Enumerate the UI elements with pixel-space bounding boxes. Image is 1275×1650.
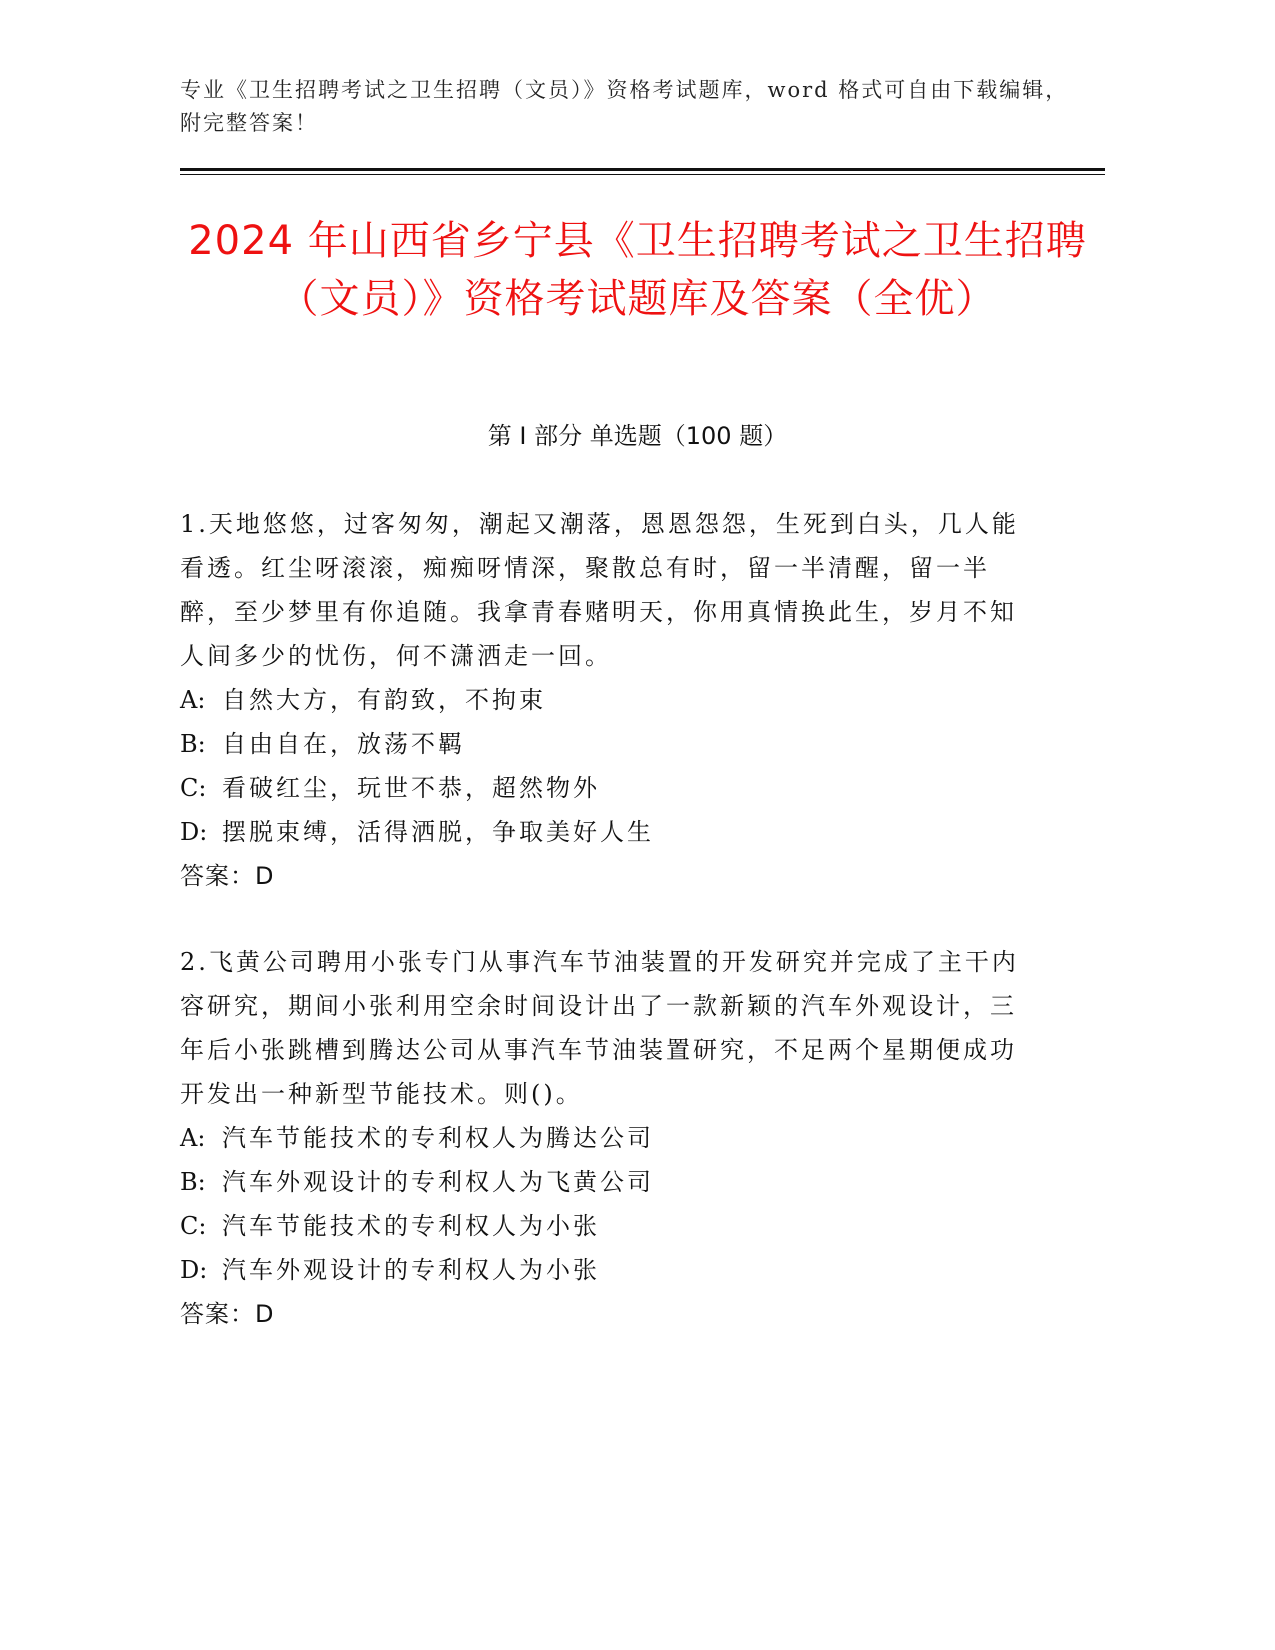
answer-label: 答案：D xyxy=(180,862,275,890)
question-stem: 2.飞黄公司聘用小张专门从事汽车节油装置的开发研究并完成了主干内容研究，期间小张利用空余时间设计出了一款新颖的汽车外观设计，三年后小张跳槽到腾达公司从事汽车节油装置研究，不足两个星期便成功开发出一种新型节能技术。则()。 xyxy=(180,948,1019,1108)
question-stem: 1.天地悠悠，过客匆匆，潮起又潮落，恩恩怨怨，生死到白头，几人能看透。红尘呀滚滚，痴痴呀情深，聚散总有时，留一半清醒，留一半醉，至少梦里有你追随。我拿青春赌明天，你用真情换此生，岁月不知人间多少的忧伤，何不潇洒走一回。 xyxy=(180,510,1019,670)
option-d xyxy=(180,810,1020,854)
option-key: D: xyxy=(180,1256,208,1284)
option-key: A: xyxy=(180,686,206,714)
header-note: 专业《卫生招聘考试之卫生招聘（文员）》资格考试题库，word 格式可自由下载编辑，附完整答案！ xyxy=(180,78,1069,135)
document-title: 2024 年山西省乡宁县《卫生招聘考试之卫生招聘（文员）》资格考试题库及答案（全优） xyxy=(188,218,1087,322)
option-d xyxy=(180,1248,1020,1292)
option-key: B: xyxy=(180,1168,206,1196)
option-key: D: xyxy=(180,818,208,846)
answer-label: 答案：D xyxy=(180,1300,275,1328)
option-text: 自由自在，放荡不羁 xyxy=(222,730,465,758)
option-text: 摆脱束缚，活得洒脱，争取美好人生 xyxy=(222,818,654,846)
question-1 xyxy=(180,502,1020,898)
option-key: A: xyxy=(180,1124,206,1152)
option-key: C: xyxy=(180,1212,207,1240)
header-rule-thin xyxy=(180,174,1105,175)
section-title: 第 I 部分 单选题（100 题） xyxy=(487,422,788,450)
option-text: 汽车外观设计的专利权人为飞黄公司 xyxy=(222,1168,654,1196)
option-key: C: xyxy=(180,774,207,802)
question-2 xyxy=(180,940,1020,1336)
option-text: 汽车节能技术的专利权人为小张 xyxy=(222,1212,600,1240)
option-text: 汽车节能技术的专利权人为腾达公司 xyxy=(222,1124,654,1152)
option-a xyxy=(180,1116,1020,1160)
option-c xyxy=(180,1204,1020,1248)
option-b xyxy=(180,722,1020,766)
option-text: 自然大方，有韵致，不拘束 xyxy=(222,686,546,714)
option-text: 看破红尘，玩世不恭，超然物外 xyxy=(222,774,600,802)
option-text: 汽车外观设计的专利权人为小张 xyxy=(222,1256,600,1284)
option-key: B: xyxy=(180,730,206,758)
header-rule-thick xyxy=(180,168,1105,171)
option-a xyxy=(180,678,1020,722)
option-b xyxy=(180,1160,1020,1204)
option-c xyxy=(180,766,1020,810)
